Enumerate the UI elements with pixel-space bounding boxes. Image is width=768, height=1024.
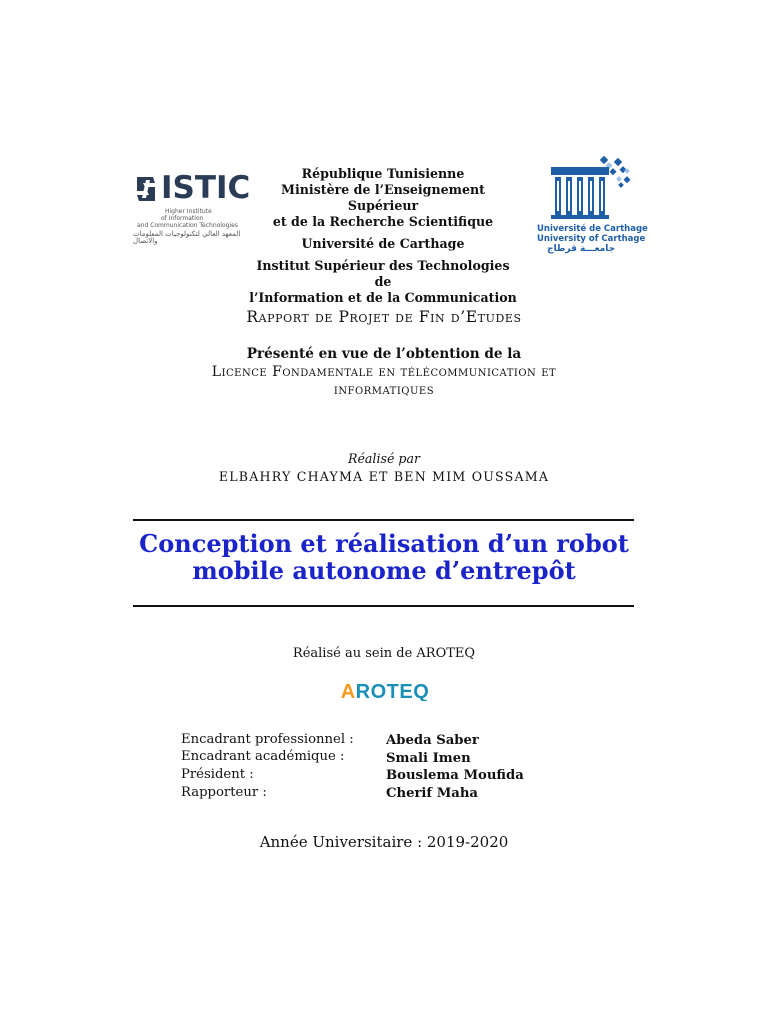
jury-role: Président : xyxy=(181,767,254,782)
istic-subtitle-arabic: المعهد العالي لتكنولوجيات المعلومات والاتصال xyxy=(133,230,241,245)
carthage-name-ar: جامعـــة قرطاج xyxy=(547,244,616,254)
jury-name: Abeda Saber xyxy=(386,733,479,748)
istic-subtitle-line: of Information xyxy=(161,215,204,222)
jury-role: Encadrant académique : xyxy=(181,749,345,764)
degree-line-2: informatiques xyxy=(333,382,435,398)
istic-subtitle-line: Higher Institute xyxy=(165,208,212,215)
istic-logo xyxy=(133,170,251,250)
aroteq-logo xyxy=(330,681,440,701)
aroteq-logo-text: AROTEQ xyxy=(340,681,430,701)
istic-mark-icon xyxy=(133,174,159,204)
header-line-research: et de la Recherche Scientifique xyxy=(272,214,494,229)
institution-header xyxy=(248,166,518,306)
thesis-title-line-1: Conception et réalisation d’un robot xyxy=(139,529,629,558)
presented-line: Présenté en vue de l’obtention de la xyxy=(246,346,522,362)
carthage-logo xyxy=(535,155,647,255)
jury-name: Cherif Maha xyxy=(386,786,478,801)
jury-role: Rapporteur : xyxy=(181,785,267,800)
header-line-institute-2: l’Information et de la Communication xyxy=(249,290,517,305)
header-line-university: Université de Carthage xyxy=(301,236,465,251)
host-company-line: Réalisé au sein de AROTEQ xyxy=(292,646,476,661)
istic-wordmark: ISTIC xyxy=(161,170,251,206)
carthage-columns-icon xyxy=(535,155,647,225)
jury-role: Encadrant professionnel : xyxy=(181,732,354,747)
jury-name: Bouslema Moufida xyxy=(386,768,524,783)
header-line-institute-1: Institut Supérieur des Technologies de xyxy=(256,258,510,289)
title-rule-top xyxy=(133,519,634,521)
authors: ELBAHRY CHAYMA ET BEN MIM OUSSAMA xyxy=(218,469,550,484)
report-type: Rapport de Projet de Fin d’Etudes xyxy=(246,308,522,326)
title-rule-bottom xyxy=(133,605,634,607)
thesis-title-line-2: mobile autonome d’entrepôt xyxy=(192,556,576,585)
degree-line-1: Licence Fondamentale en télécommunication et xyxy=(211,364,557,380)
realise-par-label: Réalisé par xyxy=(347,451,420,466)
istic-subtitle-line: and Communication Technologies xyxy=(137,222,238,229)
jury-name: Smali Imen xyxy=(386,751,471,766)
carthage-name-fr: Université de Carthage xyxy=(537,224,648,234)
academic-year: Année Universitaire : 2019-2020 xyxy=(259,833,509,851)
carthage-name-en: University of Carthage xyxy=(537,234,646,244)
header-line-republic: République Tunisienne xyxy=(301,166,465,181)
header-line-ministry: Ministère de l’Enseignement Supérieur xyxy=(281,182,485,213)
